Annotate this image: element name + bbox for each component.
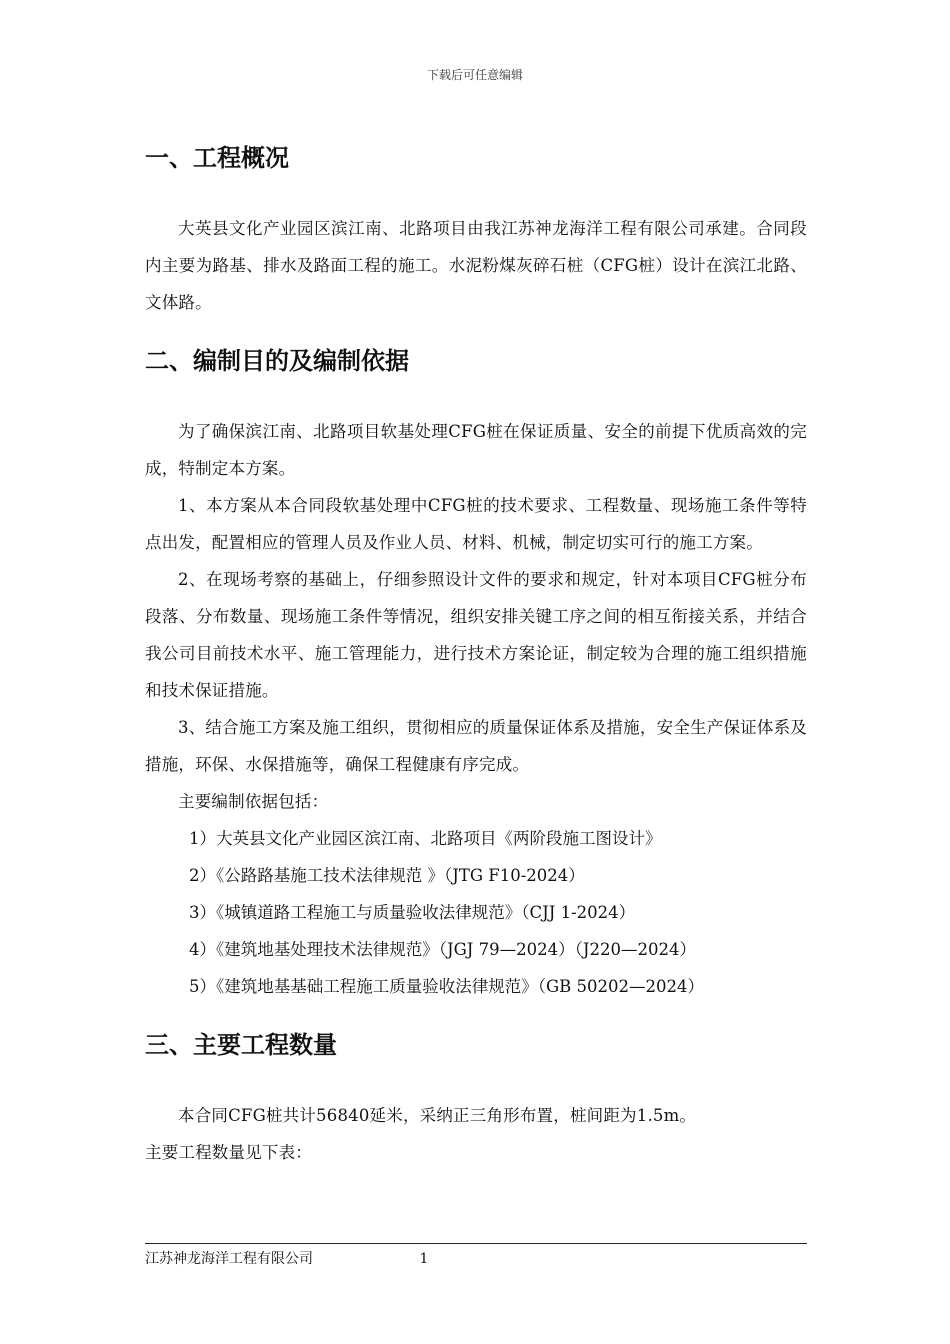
list-item: 2）《公路路基施工技术法律规范 》（JTG F10-2024） — [189, 866, 585, 885]
section-2-paragraph-3: 2、在现场考察的基础上，仔细参照设计文件的要求和规定，针对本项目CFG桩分布段落、分布数量、现场施工条件等情况，组织安排关键工序之间的相互衔接关系，并结合我公司目前技术水平、施工管理能力，进行技术方案论证，制定较为合理的施工组织措施和技术保证措施。 — [145, 570, 807, 700]
reference-list — [145, 820, 807, 1005]
document-body — [145, 140, 807, 1171]
list-item: 1）大英县文化产业园区滨江南、北路项目《两阶段施工图设计》 — [189, 829, 662, 848]
page-footer — [145, 1243, 807, 1268]
header-note: 下载后可任意编辑 — [426, 68, 523, 82]
section-1-paragraph: 大英县文化产业园区滨江南、北路项目由我江苏神龙海洋工程有限公司承建。合同段内主要为路基、排水及路面工程的施工。水泥粉煤灰碎石桩（CFG桩）设计在滨江北路、文体路。 — [145, 219, 807, 312]
section-2-paragraph-2: 1、本方案从本合同段软基处理中CFG桩的技术要求、工程数量、现场施工条件等特点出发，配置相应的管理人员及作业人员、材料、机械，制定切实可行的施工方案。 — [145, 496, 807, 552]
section-2-paragraph-1: 为了确保滨江南、北路项目软基处理CFG桩在保证质量、安全的前提下优质高效的完成，特制定本方案。 — [145, 422, 807, 478]
section-2-paragraph-5: 主要编制依据包括： — [178, 792, 329, 811]
section-3-paragraph-1: 本合同CFG桩共计56840延米，采纳正三角形布置，桩间距为1.5m。 — [178, 1106, 697, 1125]
list-item: 4）《建筑地基处理技术法律规范》（JGJ 79—2024）（J220—2024） — [189, 940, 696, 959]
section-1-title: 一、工程概况 — [145, 144, 289, 172]
footer-company: 江苏神龙海洋工程有限公司 — [145, 1251, 313, 1267]
section-2-paragraph-4: 3、结合施工方案及施工组织，贯彻相应的质量保证体系及措施，安全生产保证体系及措施，环保、水保措施等，确保工程健康有序完成。 — [145, 718, 807, 774]
list-item: 3）《城镇道路工程施工与质量验收法律规范》（CJJ 1-2024） — [189, 903, 636, 922]
section-2-title: 二、编制目的及编制依据 — [145, 347, 409, 375]
section-3-title: 三、主要工程数量 — [145, 1031, 337, 1059]
page-number: 1 — [419, 1251, 429, 1267]
list-item: 5）《建筑地基基础工程施工质量验收法律规范》（GB 50202—2024） — [189, 977, 705, 996]
section-3-paragraph-2: 主要工程数量见下表： — [145, 1143, 312, 1162]
